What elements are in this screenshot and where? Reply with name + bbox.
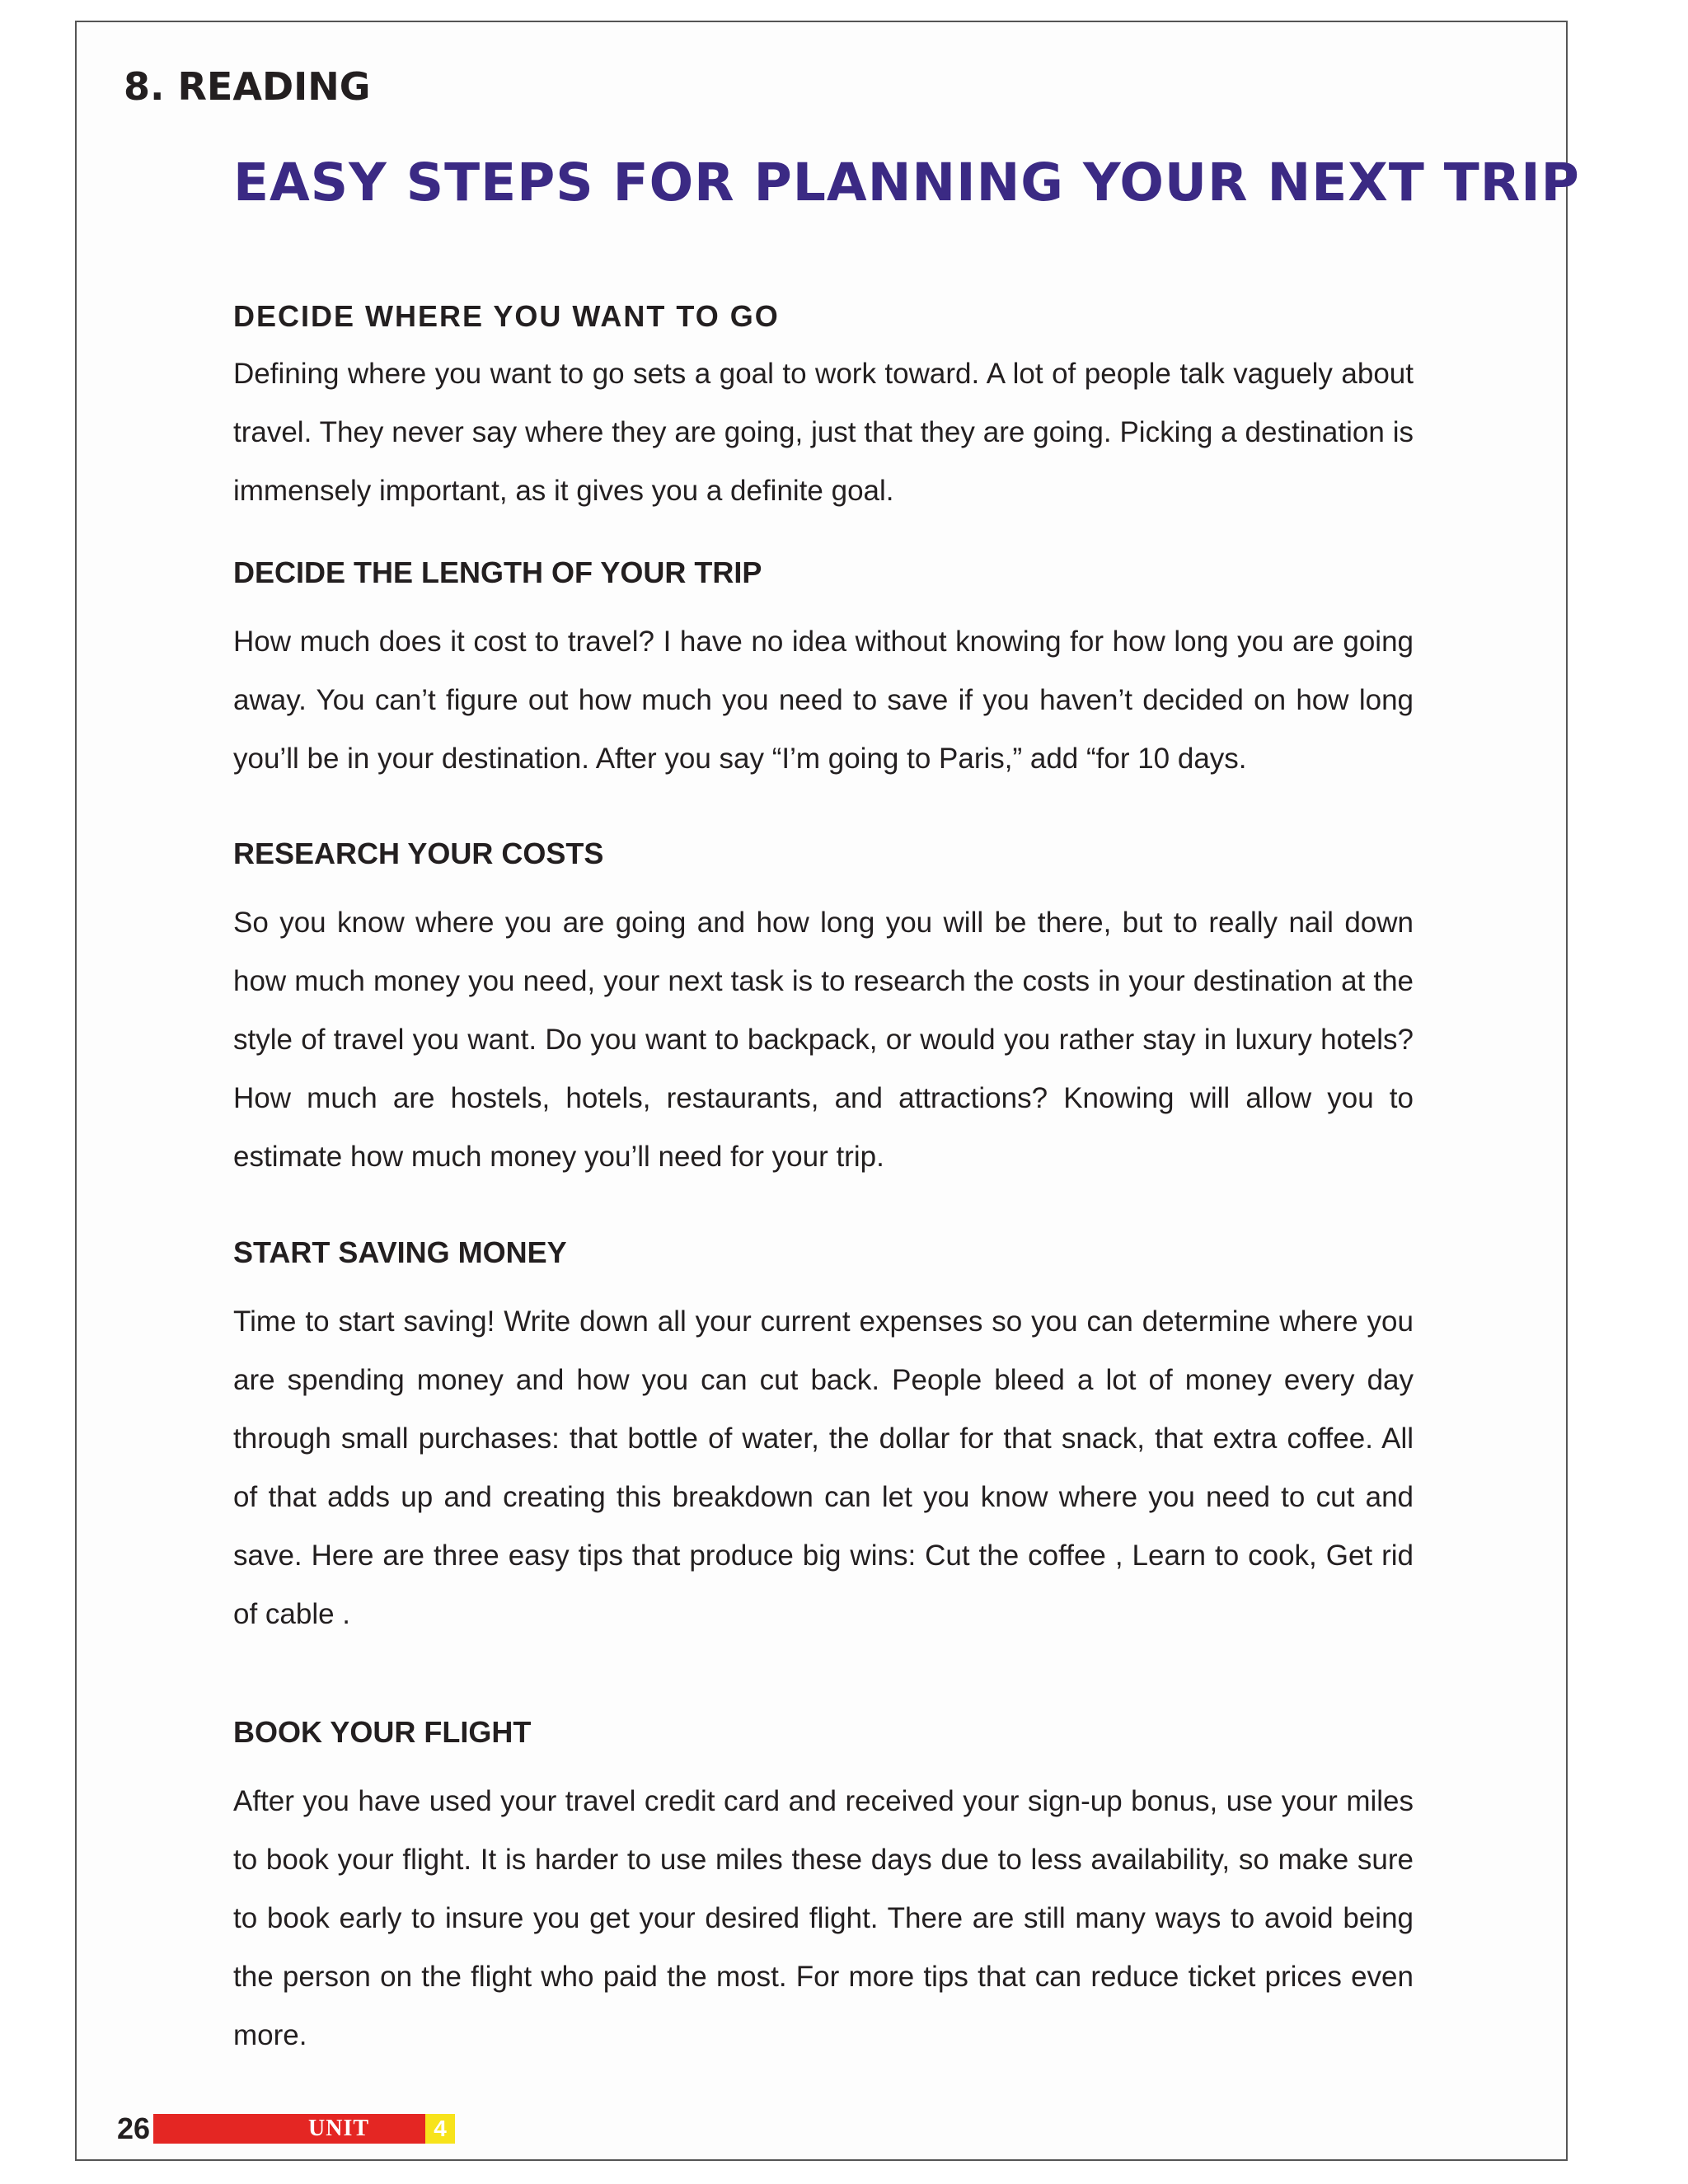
- section-trip-length: [233, 556, 1414, 788]
- section-heading: RESEARCH YOUR COSTS: [233, 837, 604, 870]
- section-heading: START SAVING MONEY: [233, 1235, 567, 1269]
- section-heading: BOOK YOUR FLIGHT: [233, 1715, 532, 1749]
- page-title: EASY STEPS FOR PLANNING YOUR NEXT TRIP: [233, 152, 1580, 213]
- section-body: Time to start saving! Write down all your current expenses so you can determine where you are spending money and how you can cut back. People bleed a lot of money every day through small purchases: that bottle of water, the dollar for that snack, that extra coffee. All of that adds up and creating this breakdown can let you know where you need to cut and save. Here are three easy tips that produce big wins: Cut the coffee , Learn to cook, Get rid of cable .: [233, 1305, 1414, 1630]
- section-research-costs: [233, 837, 1414, 1186]
- section-heading: DECIDE WHERE YOU WANT TO GO: [233, 299, 780, 333]
- page-number: 26: [117, 2111, 151, 2145]
- section-body: Defining where you want to go sets a goal to work toward. A lot of people talk vaguely about travel. They never say where they are going, just that they are going. Picking a destination is immensely important, as it gives you a definite goal.: [233, 358, 1414, 507]
- section-body: After you have used your travel credit card and received your sign-up bonus, use your miles to book your flight. It is harder to use miles these days due to less availability, so make sure to book early to insure you get your desired flight. There are still many ways to avoid being the person on the flight who paid the most. For more tips that can reduce ticket prices even more.: [233, 1785, 1414, 2051]
- section-heading: DECIDE THE LENGTH OF YOUR TRIP: [233, 555, 762, 589]
- page-footer: [117, 2111, 455, 2145]
- section-body: How much does it cost to travel? I have no idea without knowing for how long you are going away. You can’t figure out how much you need to save if you haven’t decided on how long you’ll be in your destination. After you say “I’m going to Paris,” add “for 10 days.: [233, 626, 1414, 775]
- section-decide-where: [233, 300, 1414, 520]
- unit-number: 4: [425, 2114, 455, 2144]
- section-body: So you know where you are going and how long you will be there, but to really nail down how much money you need, your next task is to research the costs in your destination at the style of travel you want. Do you want to backpack, or would you rather stay in luxury hotels? How much are hostels, hotels, restaurants, and attractions? Knowing will allow you to estimate how much money you’ll need for your trip.: [233, 907, 1414, 1173]
- section-label: 8. READING: [124, 64, 371, 109]
- section-saving-money: [233, 1236, 1414, 1643]
- unit-badge: UNIT: [153, 2114, 425, 2144]
- section-book-flight: [233, 1716, 1414, 2064]
